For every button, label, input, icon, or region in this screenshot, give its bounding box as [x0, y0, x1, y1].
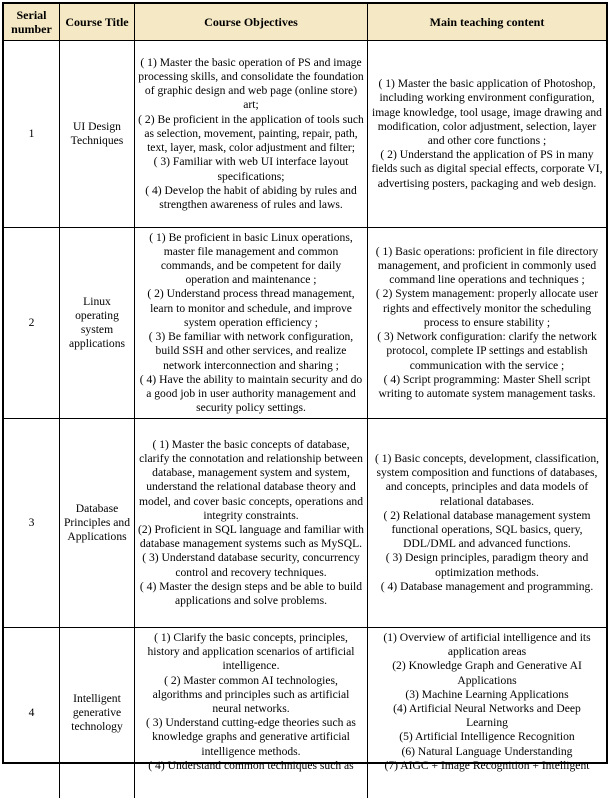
teaching-content-item: ( 4) Database management and programming.: [380, 579, 594, 593]
table-row: [4, 419, 606, 628]
objective-item: ( 4) Master the design steps and be able to build applications and solve problems.: [139, 579, 363, 608]
objective-item: ( 1) Be proficient in basic Linux operations, master file management and common commands, and be competent for daily operation and maintenance ;: [149, 230, 353, 287]
objective-item: ( 3) Understand cutting-edge theories such as knowledge graphs and generative artificial intelligence methods.: [146, 716, 356, 758]
objective-item: ( 4) Understand common techniques such as: [148, 758, 354, 772]
table-row: [4, 228, 606, 419]
teaching-content-item: ( 3) Design principles, paradigm theory and optimization methods.: [385, 551, 589, 579]
objective-item: ( 1) Clarify the basic concepts, principles, history and application scenarios of artificial intelligence.: [147, 631, 355, 673]
course-title-cell: UI Design Techniques: [60, 41, 135, 227]
teaching-content-cell: [368, 228, 606, 418]
teaching-content-item: ( 4) Script programming: Master Shell script writing to automate system management tasks.: [378, 372, 596, 400]
course-title-cell: Linux operating system applications: [60, 228, 135, 418]
teaching-content-item: (3) Machine Learning Applications: [405, 687, 569, 701]
teaching-content-item: ( 1) Basic operations: proficient in file directory management, and proficient in commonly used command line operations and techniques ;: [375, 244, 599, 287]
course-objectives-cell: [135, 628, 368, 798]
teaching-content-item: (7) AIGC + Image Recognition + Intelligent: [384, 758, 590, 772]
teaching-content-item: ( 2) Relational database management system functional operations, SQL basics, query, DDL/DML and advanced functions.: [383, 508, 591, 551]
objective-item: ( 4) Develop the habit of abiding by rules and strengthen awareness of rules and laws.: [145, 183, 357, 211]
serial-number-cell: 2: [4, 228, 60, 418]
teaching-content-item: ( 2) System management: properly allocate user rights and effectively monitor the scheduling process to ensure stability ;: [375, 287, 599, 329]
teaching-content-item: ( 1) Basic concepts, development, classification, system composition and functions of databases, and concepts, principles and data models of relational databases.: [374, 451, 600, 508]
table-header-row: [4, 4, 606, 41]
teaching-content-item: ( 3) Network configuration: clarify the network protocol, complete IP settings and establish communication with the service ;: [377, 330, 597, 372]
course-title-cell: Database Principles and Applications: [60, 419, 135, 627]
course-objectives-cell: [135, 41, 368, 227]
teaching-content-item: (6) Natural Language Understanding: [401, 744, 573, 758]
teaching-content-item: (2) Knowledge Graph and Generative AI Applications: [392, 659, 582, 687]
teaching-content-item: ( 1) Master the basic application of Photoshop, including working environment configuration, image knowledge, tool usage, image drawing and modification, color adjustment, selection, layer and other core functions ;: [372, 77, 602, 147]
course-objectives-cell: [135, 419, 368, 627]
teaching-content-item: (5) Artificial Intelligence Recognition: [399, 730, 575, 744]
header-serial-number: Serial number: [4, 4, 60, 40]
teaching-content-item: (1) Overview of artificial intelligence and its application areas: [383, 631, 591, 659]
objective-item: ( 3) Familiar with web UI interface layout specifications;: [153, 155, 349, 183]
objective-item: ( 1) Master the basic operation of PS and image processing skills, and consolidate the foundation of graphic design and web page (online store) art;: [138, 55, 364, 112]
objective-item: ( 2) Master common AI technologies, algorithms and principles such as artificial neural networks.: [152, 673, 350, 716]
objective-item: ( 4) Have the ability to maintain security and do a good job in user authority management and security policy settings.: [139, 372, 363, 415]
teaching-content-item: ( 2) Understand the application of PS in many fields such as digital special effects, corporate VI, advertising posters, packaging and web design.: [371, 148, 603, 190]
objective-item: ( 2) Be proficient in the application of tools such as selection, movement, painting, repair, path, text, layer, mask, color adjustment and filter;: [138, 112, 364, 155]
header-course-objectives: Course Objectives: [135, 4, 368, 40]
serial-number-cell: 4: [4, 628, 60, 798]
objective-item: ( 3) Be familiar with network configuration, build SSH and other services, and realize network interconnection and sharing ;: [148, 330, 354, 372]
objective-item: ( 1) Master the basic concepts of database, clarify the connotation and relationship between database, management system and system, understand the relational database theory and model, and cover basic concepts, operations and integrity constraints.: [138, 437, 364, 522]
table-row: [4, 41, 606, 228]
objective-item: ( 3) Understand database security, concurrency control and recovery techniques.: [142, 551, 360, 579]
teaching-content-cell: [368, 628, 606, 798]
table-body: [4, 41, 606, 798]
header-main-teaching-content: Main teaching content: [429, 15, 545, 29]
course-title-cell: Intelligent generative technology: [60, 628, 135, 798]
course-table: [2, 2, 608, 772]
teaching-content-cell: [368, 419, 606, 627]
table-row: [4, 628, 606, 798]
teaching-content-cell: [368, 41, 606, 227]
serial-number-cell: 3: [4, 419, 60, 627]
header-course-title: Course Title: [60, 4, 135, 40]
teaching-content-item: (4) Artificial Neural Networks and Deep Learning: [393, 702, 581, 730]
objective-item: ( 2) Understand process thread management, learn to monitor and schedule, and improve system operation efficiency ;: [147, 287, 355, 329]
serial-number-cell: 1: [4, 41, 60, 227]
objective-item: (2) Proficient in SQL language and familiar with database management systems such as MySQL.: [138, 523, 364, 551]
course-objectives-cell: [135, 228, 368, 418]
